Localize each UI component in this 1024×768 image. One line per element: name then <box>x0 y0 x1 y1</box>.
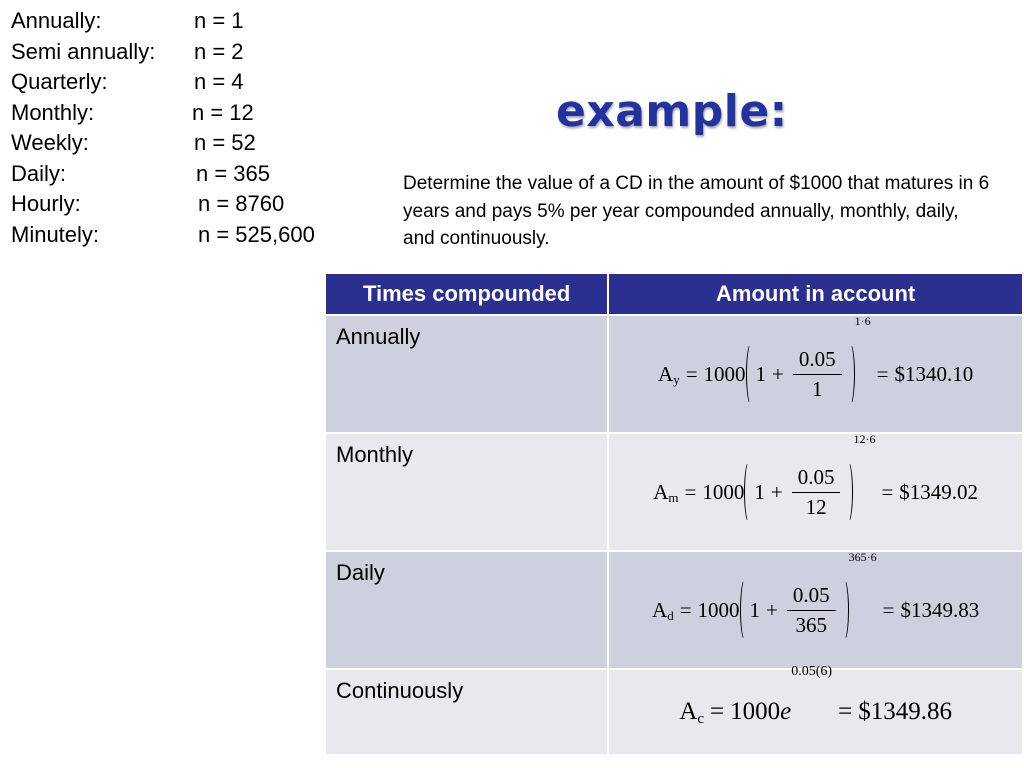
rate-fraction <box>792 463 841 521</box>
freq-label: Weekly: <box>11 130 89 155</box>
rate-fraction <box>793 345 842 403</box>
formula-monthly <box>609 434 1022 550</box>
one: 1 <box>754 479 765 504</box>
freq-label: Annually: <box>11 8 102 33</box>
table-row <box>325 433 1023 551</box>
fraction-numerator: 0.05 <box>787 581 836 610</box>
formula-cell <box>608 664 1023 755</box>
formula-annually <box>609 316 1022 432</box>
freq-value: n = 1 <box>194 8 244 33</box>
freq-value: n = 525,600 <box>198 221 315 247</box>
column-header-times-compounded: Times compounded <box>325 273 608 315</box>
plus-sign: + <box>772 361 784 386</box>
freq-label: Monthly: <box>11 99 95 125</box>
freq-value: n = 365 <box>196 160 271 186</box>
plus-sign: + <box>770 479 783 504</box>
parenthesis-group <box>746 345 855 403</box>
equals-sign: = <box>684 479 697 504</box>
exponent: 1·6 <box>854 314 871 328</box>
formula-cell <box>608 551 1023 669</box>
table-row <box>325 669 1023 755</box>
amount-symbol: A <box>679 698 698 725</box>
row-label: Continuously <box>325 669 608 755</box>
result-amount: $1349.02 <box>899 479 979 504</box>
equals-sign: = <box>685 361 698 386</box>
formula-daily <box>609 552 1022 668</box>
parenthesis-group <box>744 463 853 521</box>
principal: 1000 <box>730 698 781 725</box>
row-label: Monthly <box>325 433 608 551</box>
table-row <box>325 551 1023 669</box>
freq-value: n = 2 <box>194 38 244 64</box>
one: 1 <box>755 361 767 386</box>
problem-statement: Determine the value of a CD in the amount of $1000 that matures in 6 years and pays 5% per year compounded annually, monthly, daily, and continuously. <box>403 173 990 249</box>
freq-label: Minutely: <box>11 221 100 247</box>
freq-value: n = 12 <box>192 99 254 125</box>
table-header-row <box>325 273 1023 315</box>
euler-e: e <box>780 698 792 725</box>
parenthesis-group <box>740 581 849 639</box>
freq-label: Quarterly: <box>11 69 108 94</box>
row-label: Daily <box>325 551 608 669</box>
fraction-denominator: 1 <box>812 376 823 401</box>
freq-value: n = 8760 <box>198 191 285 216</box>
formula-cell <box>608 433 1023 551</box>
amount-subscript: y <box>673 372 680 387</box>
fraction-denominator: 365 <box>795 612 828 637</box>
principal: 1000 <box>703 361 746 386</box>
one: 1 <box>749 597 761 622</box>
plus-sign: + <box>766 597 778 622</box>
equals-sign: = <box>881 479 894 504</box>
fraction-numerator: 0.05 <box>792 463 841 492</box>
principal: 1000 <box>697 597 740 622</box>
row-label: Annually <box>325 315 608 433</box>
exponent: 0.05(6) <box>791 664 833 679</box>
equals-sign: = <box>876 361 889 386</box>
equals-sign: = <box>882 597 895 622</box>
fraction-numerator: 0.05 <box>793 345 842 374</box>
formula-continuously <box>609 664 1022 754</box>
exponent: 12·6 <box>853 432 876 446</box>
amount-subscript: m <box>668 490 679 505</box>
amount-subscript: d <box>667 608 674 623</box>
compounding-table <box>324 272 1024 756</box>
equals-sign: = <box>679 597 692 622</box>
amount-symbol: A <box>658 361 674 386</box>
amount-symbol: A <box>652 597 668 622</box>
result-amount: $1349.83 <box>900 597 980 622</box>
column-header-amount: Amount in account <box>608 273 1023 315</box>
example-heading: example: <box>556 86 788 137</box>
freq-value: n = 4 <box>194 69 244 94</box>
freq-value: n = 52 <box>194 130 256 155</box>
result-amount: $1349.86 <box>858 698 952 725</box>
equals-sign: = <box>710 698 725 725</box>
equals-sign: = <box>838 698 853 725</box>
freq-label: Hourly: <box>11 191 81 216</box>
table-row <box>325 315 1023 433</box>
fraction-denominator: 12 <box>805 494 827 519</box>
freq-label: Daily: <box>11 160 67 186</box>
exponent: 365·6 <box>848 550 877 564</box>
formula-cell <box>608 315 1023 433</box>
principal: 1000 <box>702 479 745 504</box>
result-amount: $1340.10 <box>894 361 974 386</box>
rate-fraction <box>787 581 836 639</box>
amount-symbol: A <box>653 479 669 504</box>
freq-label: Semi annually: <box>11 38 156 64</box>
amount-subscript: c <box>697 710 705 727</box>
